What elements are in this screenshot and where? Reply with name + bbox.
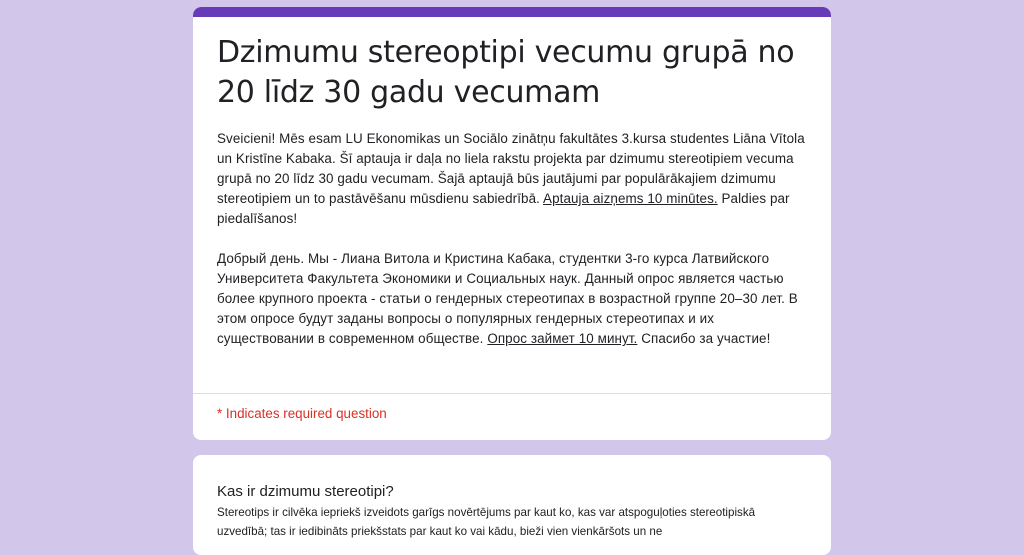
- form-title: Dzimumu stereoptipi vecumu grupā no 20 līdz 30 gadu vecumam: [217, 35, 795, 110]
- description-lv-text: Sveicieni! Mēs esam LU Ekonomikas un Sociālo zinātņu fakultātes 3.kursa studentes Liāna Vītola un Kristīne Kabaka. Šī aptauja ir daļa no liela rakstu projekta par dzimumu stereotipiem vecuma grupā no 20 līdz 30 gadu vecumam. Šajā aptaujā būs jautājumi par populārākajiem dzimumu stereotipiem un to pastāvēšanu mūsdienu sabiedrībā.: [217, 131, 805, 206]
- question-description: Stereotips ir cilvēka iepriekš izveidots garīgs novērtējums par kaut ko, kas var atspoguļoties stereotipiskā uzvedībā; tas ir iedibināts priekšstats par kaut ko vai kādu, bieži vien vienkāršots un ne: [217, 506, 756, 538]
- header-divider: [193, 393, 831, 394]
- description-ru-text: Добрый день. Мы - Лиана Витола и Кристина Кабака, студентки 3-го курса Латвийского Университета Факультета Экономики и Социальных наук. Данный опрос является частью более крупного проекта - статьи о гендерных стереотипах в возрастной группе 20–30 лет. В этом опросе будут заданы вопросы о популярных гендерных стереотипах и их существовании в современном обществе.: [217, 251, 798, 346]
- description-lv-thanks: Paldies par piedalīšanos!: [217, 191, 790, 226]
- form-header-card: [193, 7, 831, 440]
- header-accent-stripe: [193, 7, 831, 17]
- required-question-note: * Indicates required question: [217, 406, 387, 421]
- form-description-ru: [217, 249, 807, 349]
- description-lv-duration: Aptauja aizņems 10 minūtes.: [543, 191, 718, 206]
- question-body: [193, 455, 831, 541]
- question-card: [193, 455, 831, 555]
- description-ru-thanks: Спасибо за участие!: [641, 331, 771, 346]
- question-title: Kas ir dzimumu stereotipi?: [217, 483, 394, 500]
- form-description-lv: [217, 129, 807, 229]
- description-ru-duration: Опрос займет 10 минут.: [487, 331, 638, 346]
- header-body: [193, 17, 831, 349]
